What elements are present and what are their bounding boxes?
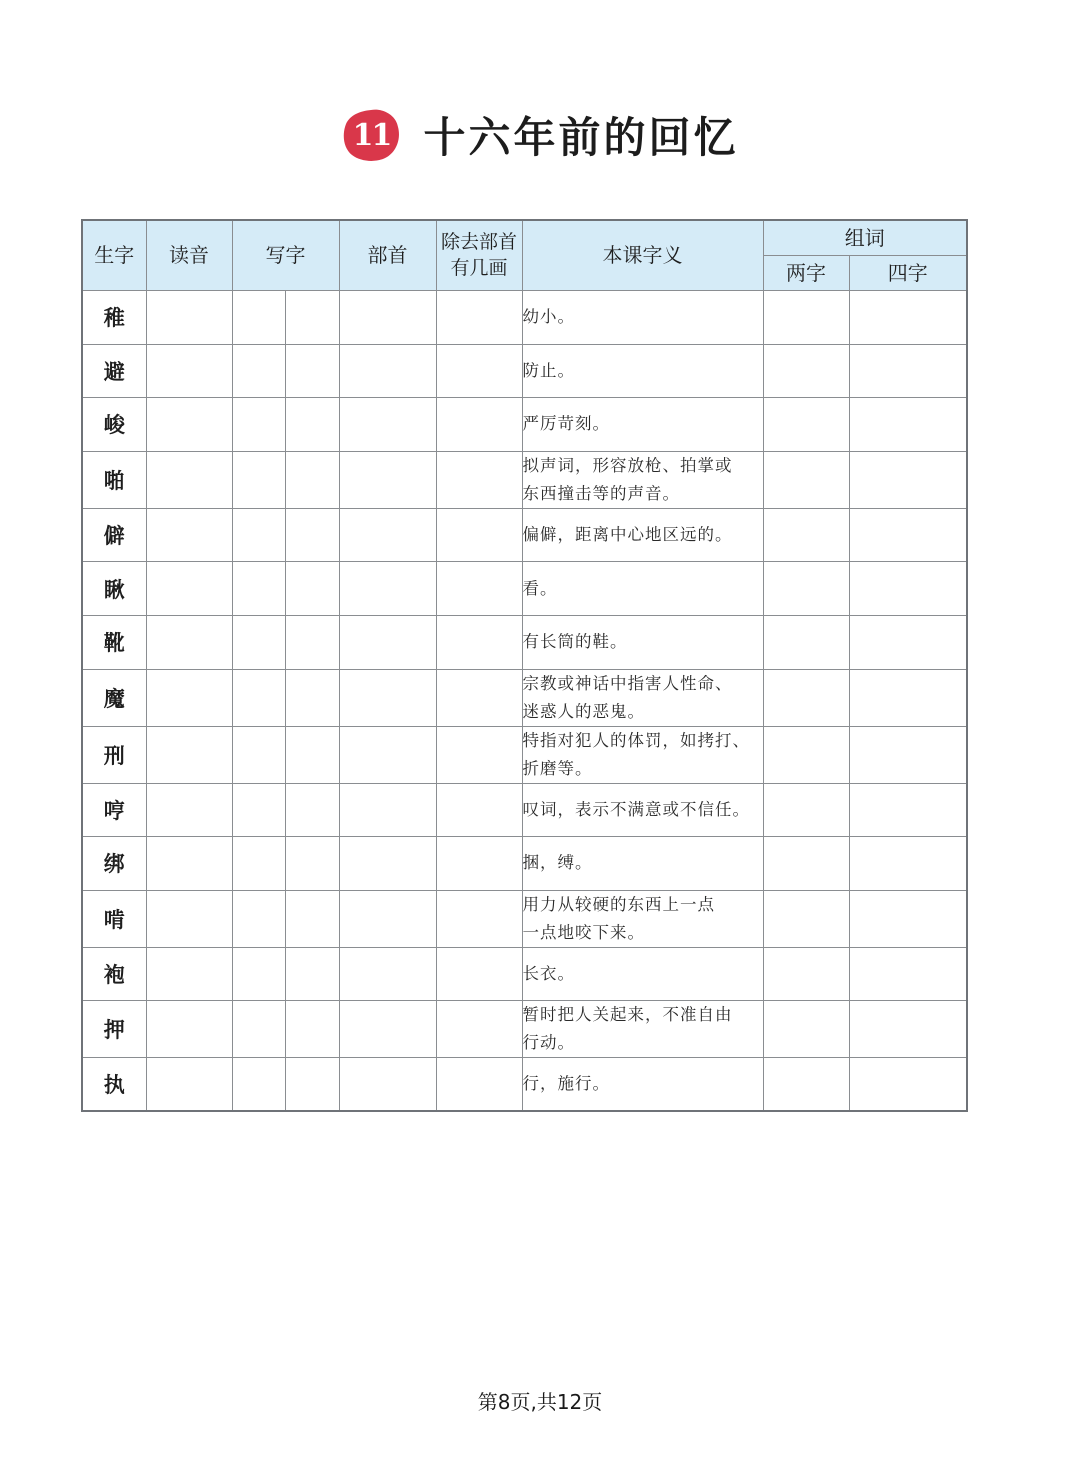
writing-cell-b[interactable] [285,890,339,947]
radical-cell[interactable] [339,398,436,452]
table-row [82,890,967,947]
meaning-cell [522,562,763,616]
radical-cell[interactable] [339,344,436,398]
pronunciation-cell[interactable] [146,1001,232,1058]
strokes-cell[interactable] [436,615,522,669]
meaning-cell [522,615,763,669]
header-four-char: 四字 [849,256,967,291]
strokes-cell[interactable] [436,344,522,398]
table-row [82,783,967,837]
pronunciation-cell[interactable] [146,726,232,783]
two-char-word-cell[interactable] [763,726,849,783]
vocabulary-table [81,219,968,1112]
two-char-word-cell[interactable] [763,562,849,616]
char-cell: 魔 [82,669,146,726]
table-row [82,947,967,1001]
header-char: 生字 [82,220,146,291]
pronunciation-cell[interactable] [146,344,232,398]
table-row [82,837,967,891]
writing-cell-b[interactable] [285,837,339,891]
table-row [82,508,967,562]
meaning-cell [522,344,763,398]
writing-cell-a[interactable] [232,615,285,669]
four-char-word-cell[interactable] [849,1058,967,1112]
meaning-line: 特指对犯人的体罚，如拷打、 [522,730,750,750]
four-char-word-cell[interactable] [849,783,967,837]
writing-cell-b[interactable] [285,398,339,452]
writing-cell-a[interactable] [232,1001,285,1058]
strokes-cell[interactable] [436,451,522,508]
meaning-line: 宗教或神话中指害人性命、 [522,673,733,693]
two-char-word-cell[interactable] [763,837,849,891]
writing-cell-b[interactable] [285,1058,339,1112]
pronunciation-cell[interactable] [146,947,232,1001]
writing-cell-b[interactable] [285,669,339,726]
writing-cell-a[interactable] [232,451,285,508]
strokes-cell[interactable] [436,398,522,452]
writing-cell-a[interactable] [232,508,285,562]
two-char-word-cell[interactable] [763,783,849,837]
radical-cell[interactable] [339,837,436,891]
two-char-word-cell[interactable] [763,291,849,345]
lesson-title: 十六年前的回忆 [423,113,739,162]
header-strokes-line1: 除去部首 [440,230,517,253]
meaning-line: 有长筒的鞋。 [522,632,628,652]
two-char-word-cell[interactable] [763,1058,849,1112]
two-char-word-cell[interactable] [763,398,849,452]
lesson-header [0,100,1080,170]
lesson-number: 11 [352,117,391,153]
meaning-cell [522,398,763,452]
strokes-cell[interactable] [436,1058,522,1112]
writing-cell-a[interactable] [232,947,285,1001]
table-row [82,726,967,783]
meaning-cell [522,890,763,947]
writing-cell-a[interactable] [232,837,285,891]
two-char-word-cell[interactable] [763,890,849,947]
four-char-word-cell[interactable] [849,562,967,616]
char-cell: 稚 [82,291,146,345]
pronunciation-cell[interactable] [146,508,232,562]
char-cell: 刑 [82,726,146,783]
meaning-line: 叹词，表示不满意或不信任。 [522,799,750,819]
char-cell: 押 [82,1001,146,1058]
meaning-line: 幼小。 [522,307,575,327]
meaning-line: 捆，缚。 [522,853,593,873]
header-strokes [436,220,522,291]
writing-cell-a[interactable] [232,291,285,345]
meaning-cell [522,1058,763,1112]
writing-cell-b[interactable] [285,783,339,837]
four-char-word-cell[interactable] [849,291,967,345]
meaning-line: 严厉苛刻。 [522,414,610,434]
meaning-line: 迷惑人的恶鬼。 [522,701,645,721]
two-char-word-cell[interactable] [763,1001,849,1058]
meaning-cell [522,947,763,1001]
strokes-cell[interactable] [436,291,522,345]
header-radical: 部首 [339,220,436,291]
meaning-line: 拟声词，形容放枪、拍掌或 [522,455,733,475]
table-row [82,291,967,345]
writing-cell-a[interactable] [232,783,285,837]
meaning-cell [522,508,763,562]
radical-cell[interactable] [339,1058,436,1112]
pronunciation-cell[interactable] [146,669,232,726]
writing-cell-b[interactable] [285,615,339,669]
meaning-cell [522,783,763,837]
two-char-word-cell[interactable] [763,451,849,508]
char-cell: 袍 [82,947,146,1001]
radical-cell[interactable] [339,1001,436,1058]
char-cell: 啪 [82,451,146,508]
header-writing: 写字 [232,220,339,291]
meaning-cell [522,291,763,345]
strokes-cell[interactable] [436,562,522,616]
char-cell: 峻 [82,398,146,452]
meaning-cell [522,669,763,726]
writing-cell-b[interactable] [285,562,339,616]
radical-cell[interactable] [339,726,436,783]
four-char-word-cell[interactable] [849,615,967,669]
four-char-word-cell[interactable] [849,398,967,452]
radical-cell[interactable] [339,890,436,947]
strokes-cell[interactable] [436,508,522,562]
meaning-line: 行，施行。 [522,1074,610,1094]
four-char-word-cell[interactable] [849,890,967,947]
char-cell: 瞅 [82,562,146,616]
header-pronunciation: 读音 [146,220,232,291]
writing-cell-a[interactable] [232,344,285,398]
two-char-word-cell[interactable] [763,344,849,398]
writing-cell-b[interactable] [285,344,339,398]
strokes-cell[interactable] [436,890,522,947]
header-meaning: 本课字义 [522,220,763,291]
meaning-line: 用力从较硬的东西上一点 [522,894,715,914]
char-cell: 啃 [82,890,146,947]
pronunciation-cell[interactable] [146,398,232,452]
four-char-word-cell[interactable] [849,669,967,726]
meaning-cell [522,837,763,891]
table-row [82,1058,967,1112]
char-cell: 绑 [82,837,146,891]
table-row [82,451,967,508]
pronunciation-cell[interactable] [146,615,232,669]
four-char-word-cell[interactable] [849,344,967,398]
strokes-cell[interactable] [436,783,522,837]
writing-cell-b[interactable] [285,1001,339,1058]
four-char-word-cell[interactable] [849,726,967,783]
table-row [82,1001,967,1058]
meaning-line: 一点地咬下来。 [522,922,645,942]
meaning-cell [522,726,763,783]
two-char-word-cell[interactable] [763,615,849,669]
meaning-line: 暂时把人关起来，不准自由 [522,1005,733,1025]
meaning-line: 行动。 [522,1033,575,1053]
meaning-line: 长衣。 [522,964,575,984]
writing-cell-b[interactable] [285,451,339,508]
table-row [82,669,967,726]
meaning-line: 折磨等。 [522,758,593,778]
pronunciation-cell[interactable] [146,1058,232,1112]
header-words: 组词 [763,220,967,256]
char-cell: 避 [82,344,146,398]
radical-cell[interactable] [339,669,436,726]
table-row [82,398,967,452]
char-cell: 靴 [82,615,146,669]
strokes-cell[interactable] [436,1001,522,1058]
pronunciation-cell[interactable] [146,890,232,947]
writing-cell-b[interactable] [285,508,339,562]
char-cell: 哼 [82,783,146,837]
writing-cell-a[interactable] [232,562,285,616]
writing-cell-a[interactable] [232,398,285,452]
radical-cell[interactable] [339,508,436,562]
strokes-cell[interactable] [436,669,522,726]
writing-cell-b[interactable] [285,291,339,345]
four-char-word-cell[interactable] [849,837,967,891]
table-row [82,562,967,616]
radical-cell[interactable] [339,451,436,508]
meaning-cell [522,1001,763,1058]
radical-cell[interactable] [339,291,436,345]
writing-cell-a[interactable] [232,1058,285,1112]
meaning-line: 东西撞击等的声音。 [522,483,680,503]
writing-cell-a[interactable] [232,669,285,726]
char-cell: 僻 [82,508,146,562]
radical-cell[interactable] [339,783,436,837]
strokes-cell[interactable] [436,726,522,783]
radical-cell[interactable] [339,562,436,616]
header-two-char: 两字 [763,256,849,291]
pronunciation-cell[interactable] [146,837,232,891]
strokes-cell[interactable] [436,947,522,1001]
pronunciation-cell[interactable] [146,783,232,837]
lesson-number-badge [341,107,401,163]
two-char-word-cell[interactable] [763,669,849,726]
four-char-word-cell[interactable] [849,947,967,1001]
radical-cell[interactable] [339,615,436,669]
writing-cell-b[interactable] [285,726,339,783]
meaning-line: 偏僻，距离中心地区远的。 [522,525,733,545]
meaning-cell [522,451,763,508]
four-char-word-cell[interactable] [849,1001,967,1058]
pronunciation-cell[interactable] [146,291,232,345]
meaning-line: 看。 [522,578,558,598]
four-char-word-cell[interactable] [849,508,967,562]
writing-cell-a[interactable] [232,890,285,947]
writing-cell-b[interactable] [285,947,339,1001]
writing-cell-a[interactable] [232,726,285,783]
table-row [82,344,967,398]
pronunciation-cell[interactable] [146,562,232,616]
page-footer: 第8页,共12页 [477,1390,603,1414]
two-char-word-cell[interactable] [763,508,849,562]
meaning-line: 防止。 [522,360,575,380]
char-cell: 执 [82,1058,146,1112]
pronunciation-cell[interactable] [146,451,232,508]
two-char-word-cell[interactable] [763,947,849,1001]
table-row [82,615,967,669]
strokes-cell[interactable] [436,837,522,891]
radical-cell[interactable] [339,947,436,1001]
header-strokes-line2: 有几画 [450,256,508,279]
four-char-word-cell[interactable] [849,451,967,508]
